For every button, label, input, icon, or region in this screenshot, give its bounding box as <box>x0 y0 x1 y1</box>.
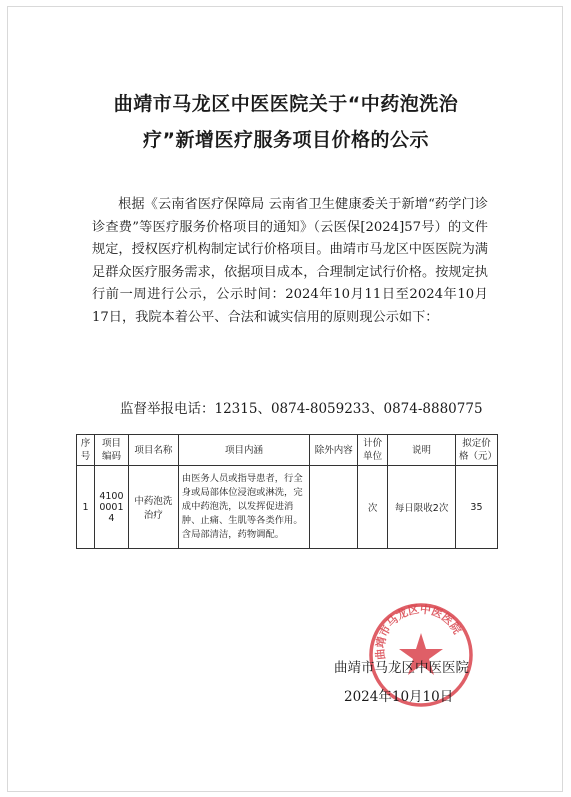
notice-paragraph: 根据《云南省医疗保障局 云南省卫生健康委关于新增“药学门诊诊查费”等医疗服务价格项目的通知》（云医保[2024]57号）的文件规定，授权医疗机构制定试行价格项目。曲靖市马龙区中医医院为满足群众医疗服务需求，依据项目成本，合理制定试行价格。按规定执行前一周进行公示，公示时间：2024年10月11日至2024年10月17日，我院本着公平、合法和诚实信用的原则现公示如下： <box>92 197 488 325</box>
cell-name: 中药泡洗治疗 <box>128 466 178 549</box>
footer-organization: 曲靖市马龙区中医医院 <box>334 660 469 676</box>
footer-date: 2024年10月10日 <box>344 689 454 705</box>
notice-title <box>60 86 512 158</box>
header-name: 项目名称 <box>128 435 178 466</box>
svg-text:曲靖市马龙区中医医院: 曲靖市马龙区中医医院 <box>373 602 464 661</box>
cell-price: 35 <box>455 466 497 549</box>
cell-no: 1 <box>77 466 95 549</box>
header-no: 序号 <box>77 435 95 466</box>
notice-body <box>92 194 488 329</box>
title-line-1: 曲靖市马龙区中医医院关于“中药泡洗治 <box>113 93 459 115</box>
cell-unit: 次 <box>358 466 388 549</box>
header-unit: 计价单位 <box>358 435 388 466</box>
cell-note: 每日限收2次 <box>388 466 456 549</box>
cell-excluded <box>310 466 358 549</box>
header-content: 项目内涵 <box>178 435 310 466</box>
contact-phones: 监督举报电话：12315、0874-8059233、0874-8880775 <box>120 401 483 417</box>
cell-content: 由医务人员或指导患者，行全身或局部体位浸泡或淋洗，完成中药泡洗，以发挥促进消肿、止痛、生肌等各类作用。含局部清洁，药物调配。 <box>178 466 310 549</box>
cell-code: 410000014 <box>94 466 128 549</box>
header-price: 拟定价格（元） <box>455 435 497 466</box>
header-code: 项目编码 <box>94 435 128 466</box>
title-line-2: 疗”新增医疗服务项目价格的公示 <box>143 129 429 151</box>
header-note: 说明 <box>388 435 456 466</box>
header-excluded: 除外内容 <box>310 435 358 466</box>
price-table <box>76 434 498 549</box>
table-header-row <box>77 435 498 466</box>
table-row <box>77 466 498 549</box>
